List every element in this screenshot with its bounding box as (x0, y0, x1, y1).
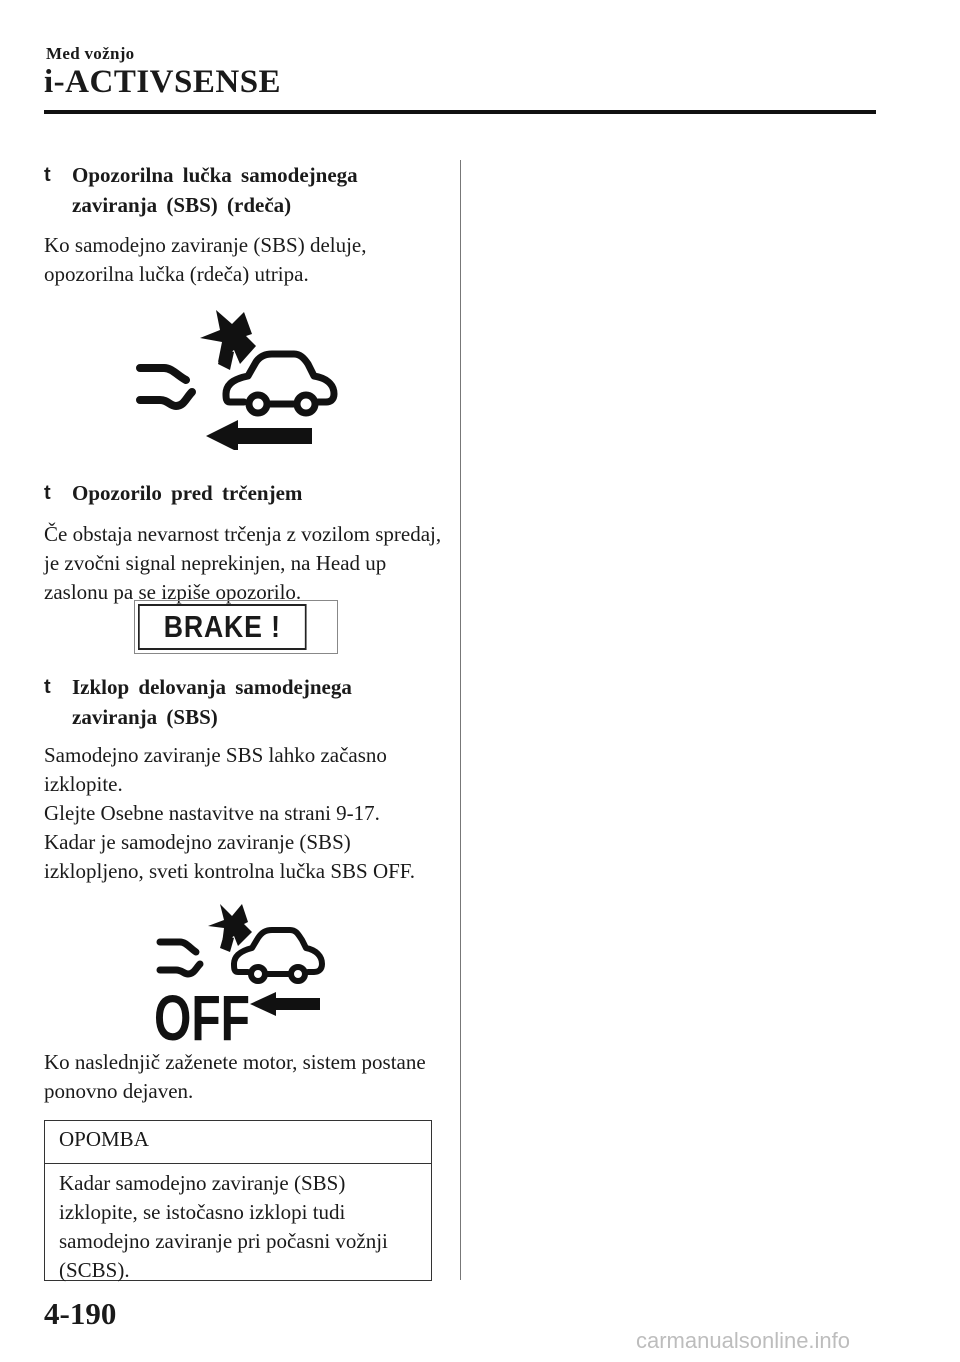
section-heading-sbs-warning-light (44, 160, 444, 220)
sbs-warning-light-icon (134, 306, 344, 450)
note-separator (45, 1163, 431, 1164)
section-heading-sbs-off (44, 672, 444, 732)
bullet-marker: t (44, 482, 51, 504)
header-rule (44, 110, 876, 114)
heading-text: Opozorilna lučka samodejnega zaviranja (SBS) (rdeča) (72, 163, 358, 217)
section-body: Ko samodejno zaviranje (SBS) deluje, opozorilna lučka (rdeča) utripa. (44, 233, 367, 286)
note-title: OPOMBA (59, 1127, 149, 1151)
section-body-line: Glejte Osebne nastavitve na strani 9-17. (44, 801, 380, 825)
section-label: Med vožnjo (46, 44, 135, 63)
bullet-marker: t (44, 676, 51, 698)
section-heading-collision-warning (44, 478, 444, 508)
brake-warning-display: BRAKE ! (138, 604, 307, 650)
sbs-off-indicator-icon (150, 900, 330, 1044)
note-box (44, 1120, 432, 1281)
note-body: Kadar samodejno zaviranje (SBS) izklopite, se istočasno izklopi tudi samodejno zaviranje pri počasni vožnji (SCBS). (59, 1171, 388, 1282)
off-label: OFF (154, 982, 250, 1044)
section-after-text: Ko naslednjič zaženete motor, sistem postane ponovno dejaven. (44, 1050, 426, 1103)
column-divider (460, 160, 461, 1280)
section-body-line: Samodejno zaviranje SBS lahko začasno izklopite. (44, 743, 387, 796)
chapter-title: i-ACTIVSENSE (44, 64, 282, 100)
heading-text: Izklop delovanja samodejnega zaviranja (SBS) (72, 675, 352, 729)
heading-text: Opozorilo pred trčenjem (72, 481, 303, 505)
section-body-line: Kadar je samodejno zaviranje (SBS) izklopljeno, sveti kontrolna lučka SBS OFF. (44, 830, 416, 883)
watermark: carmanualsonline.info (636, 1328, 851, 1353)
bullet-marker: t (44, 164, 51, 186)
page-number: 4-190 (44, 1296, 117, 1331)
section-body: Če obstaja nevarnost trčenja z vozilom spredaj, je zvočni signal neprekinjen, na Head up zaslonu pa se izpiše opozorilo. (44, 522, 442, 604)
